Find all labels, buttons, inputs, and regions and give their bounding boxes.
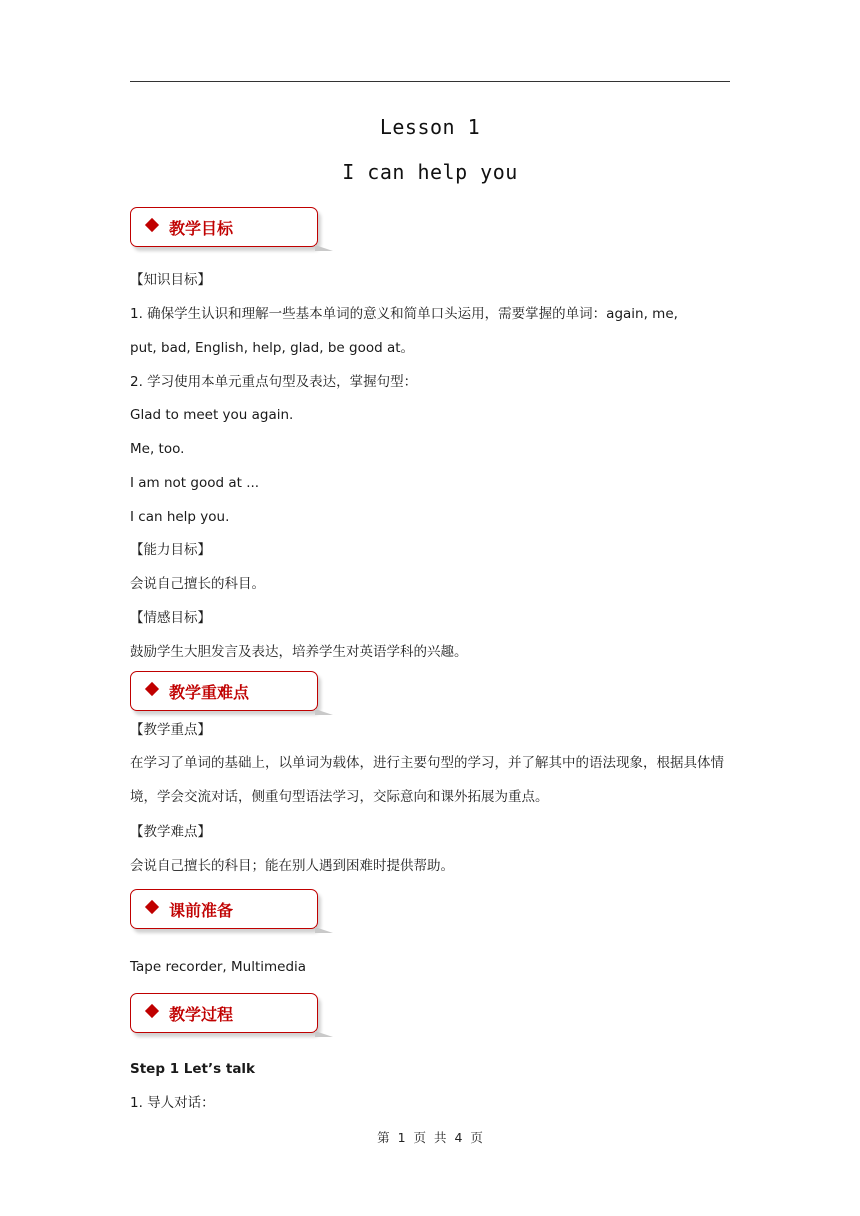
sentence-3: I am not good at ...: [130, 475, 260, 491]
section-title: 教学目标: [169, 219, 234, 238]
focus-text: 在学习了单词的基础上，以单词为载体，进行主要句型的学习，并了解其中的语法现象，根据具体情境，学会交流对话，侧重句型语法学习，交际意向和课外拓展为重点。: [130, 755, 724, 805]
page-number: 第 1 页 共 4 页: [377, 1130, 483, 1145]
emotion-heading: 【情感目标】: [130, 610, 211, 626]
section-header-objectives: [130, 207, 318, 247]
header-rule: [130, 81, 730, 82]
sentence-1: Glad to meet you again.: [130, 407, 294, 423]
section-title: 课前准备: [169, 901, 234, 920]
emotion-text: 鼓励学生大胆发言及表达，培养学生对英语学科的兴趣。: [130, 644, 468, 660]
diamond-icon: [145, 682, 159, 696]
knowledge-heading: 【知识目标】: [130, 272, 211, 288]
section-title: 教学重难点: [169, 683, 250, 702]
focus-heading: 【教学重点】: [130, 722, 211, 738]
lesson-subtitle: I can help you: [342, 160, 518, 184]
ability-heading: 【能力目标】: [130, 542, 211, 558]
objective-item-2: 2. 学习使用本单元重点句型及表达，掌握句型：: [130, 374, 418, 390]
diamond-icon: [145, 900, 159, 914]
section-header-process: [130, 993, 318, 1033]
diamond-icon: [145, 218, 159, 232]
ability-text: 会说自己擅长的科目。: [130, 576, 265, 592]
objective-item-1-line2: put, bad, English, help, glad, be good at。: [130, 340, 415, 356]
preparation-text: Tape recorder, Multimedia: [130, 959, 307, 975]
difficulty-text: 会说自己擅长的科目；能在别人遇到困难时提供帮助。: [130, 858, 454, 874]
section-header-key-points: [130, 671, 318, 711]
sentence-4: I can help you.: [130, 509, 230, 525]
diamond-icon: [145, 1004, 159, 1018]
process-item-1: 1. 导人对话：: [130, 1095, 215, 1111]
objective-item-1-line1: 1. 确保学生认识和理解一些基本单词的意义和简单口头运用，需要掌握的单词：again, me,: [130, 306, 678, 322]
lesson-title: Lesson 1: [379, 115, 481, 139]
sentence-2: Me, too.: [130, 441, 185, 457]
section-title: 教学过程: [169, 1005, 234, 1024]
difficulty-heading: 【教学难点】: [130, 824, 211, 840]
step-1-heading: Step 1 Let’s talk: [130, 1061, 256, 1077]
section-header-preparation: [130, 889, 318, 929]
